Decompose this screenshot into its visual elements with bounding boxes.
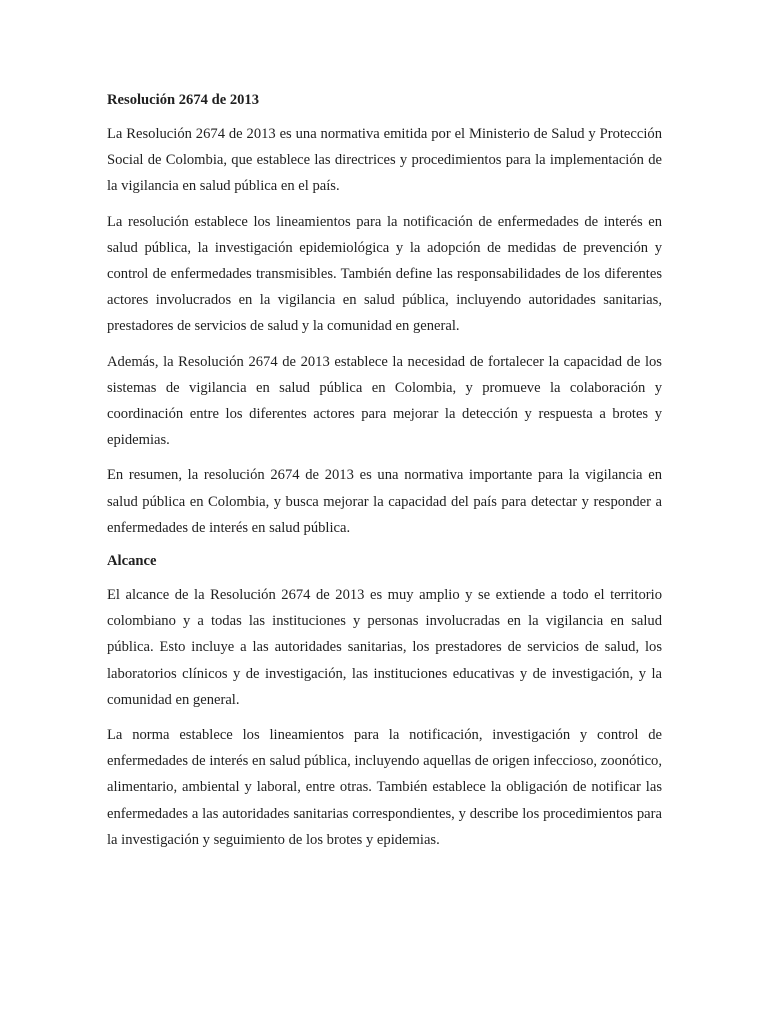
paragraph: El alcance de la Resolución 2674 de 2013 es muy amplio y se extiende a todo el territorio colombiano y a todas las instituciones y personas involucradas en la vigilancia en salud pública. Esto incluye a las autoridades sanitarias, los prestadores de servicios de salud, los laboratorios clínicos y de investigación, las instituciones educativas y de investigación, y la comunidad en general. (107, 587, 662, 708)
document-page (107, 89, 662, 862)
section-heading: Alcance (107, 553, 157, 570)
paragraph: Además, la Resolución 2674 de 2013 establece la necesidad de fortalecer la capacidad de los sistemas de vigilancia en salud pública en Colombia, y promueve la colaboración y coordinación entre los diferentes actores para mejorar la detección y respuesta a brotes y epidemias. (107, 353, 662, 449)
paragraph: La norma establece los lineamientos para la notificación, investigación y control de enfermedades de interés en salud pública, incluyendo aquellas de origen infeccioso, zoonótico, alimentario, ambiental y laboral, entre otras. También establece la obligación de notificar las enfermedades a las autoridades sanitarias correspondientes, y describe los procedimientos para la investigación y seguimiento de los brotes y epidemias. (107, 727, 662, 848)
paragraph: La Resolución 2674 de 2013 es una normativa emitida por el Ministerio de Salud y Protección Social de Colombia, que establece las directrices y procedimientos para la implementación de la vigilancia en salud pública en el país. (107, 126, 662, 195)
paragraph: La resolución establece los lineamientos para la notificación de enfermedades de interés en salud pública, la investigación epidemiológica y la adopción de medidas de prevención y control de enfermedades transmisibles. También define las responsabilidades de los diferentes actores involucrados en la vigilancia en salud pública, incluyendo autoridades sanitarias, prestadores de servicios de salud y la comunidad en general. (107, 213, 662, 335)
document-title: Resolución 2674 de 2013 (107, 92, 260, 108)
paragraph: En resumen, la resolución 2674 de 2013 es una normativa importante para la vigilancia en salud pública en Colombia, y busca mejorar la capacidad del país para detectar y responder a enfermedades de interés en salud pública. (107, 467, 662, 536)
